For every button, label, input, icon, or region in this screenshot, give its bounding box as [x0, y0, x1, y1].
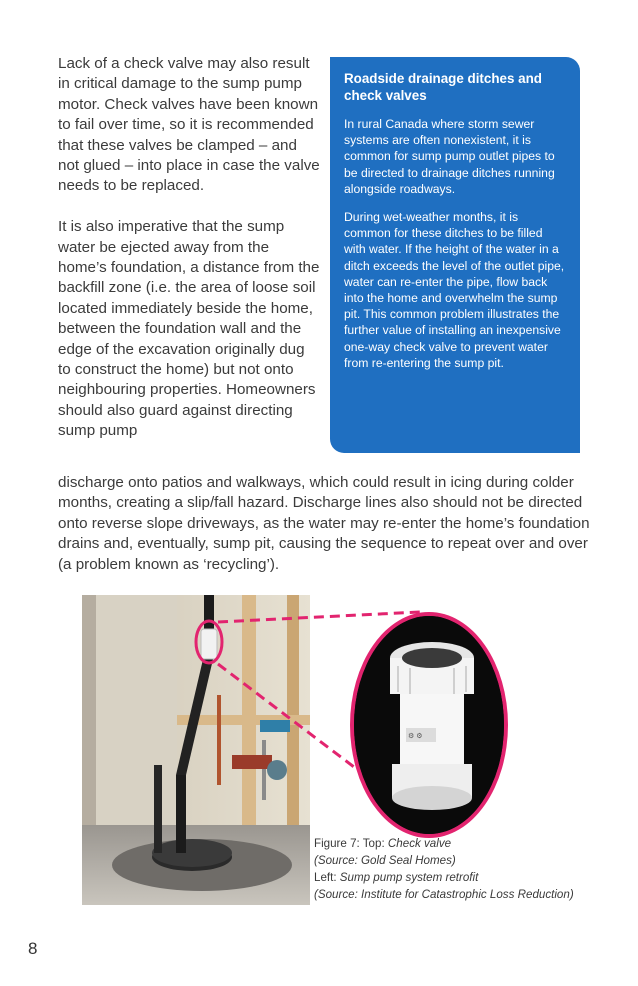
paragraph-sump-water-ejection: It is also imperative that the sump water be ejected away from the home’s foundation, a distance from the backfill zone (i.e. the area of loose soil located immediately beside the home, between the foundation wall and the edge of the excavation originally dug to construct the home) but not onto neighbouring properties. Homeowners should also guard against directing sump pump [58, 218, 320, 440]
check-valve-inset-photo [350, 612, 508, 838]
full-width-paragraph: discharge onto patios and walkways, which could result in icing during colder months, creating a slip/fall hazard. Discharge lines also should not be directed onto reverse slope driveways, as the water may re-enter the home’s foundation drains and, eventually, sump pit, causing the sequence to repeat over and over (a problem known as ‘recycling’). [58, 474, 590, 573]
svg-text:⚙ ⚙: ⚙ ⚙ [408, 733, 423, 740]
callout-paragraph-rural: In rural Canada where storm sewer systems are often nonexistent, it is common for sump pump outlet pipes to be directed to drainage ditches running alongside roadways. [344, 117, 555, 196]
caption-top-text: Check valve [387, 837, 452, 850]
caption-left-label: Left: [314, 871, 337, 884]
sump-pump-photo [82, 595, 310, 905]
caption-top-source: (Source: Gold Seal Homes) [314, 854, 456, 867]
sidebar-callout-box [330, 57, 580, 453]
callout-paragraph-wet-weather: During wet-weather months, it is common for these ditches to be filled with water. If the height of the water in a ditch exceeds the level of the outlet pipe, water can re-enter the pipe, flow back into the home and overwhelm the sump pit. This common problem illustrates the further value of installing an inexpensive one-way check valve to prevent water from re-entering the sump pit. [344, 210, 565, 370]
caption-left-source: (Source: Institute for Catastrophic Loss Reduction) [314, 888, 574, 901]
figure-caption [314, 835, 614, 903]
page-number: 8 [28, 939, 38, 958]
caption-left-source-line [314, 886, 614, 903]
sump-pump-illustration [82, 595, 310, 905]
caption-left-line [314, 869, 614, 886]
paragraph-check-valve-damage: Lack of a check valve may also result in critical damage to the sump pump motor. Check valves have been known to fail over time, so it is recommended that these valves be clamped – and not glued – into place in case the valve needs to be replaced. [58, 55, 320, 195]
left-column-text [58, 54, 320, 442]
check-valve-illustration [354, 616, 504, 834]
caption-top-label: Figure 7: Top: [314, 837, 385, 850]
caption-left-text: Sump pump system retrofit [339, 871, 479, 884]
caption-top-source-line [314, 852, 614, 869]
callout-title: Roadside drainage ditches and check valves [344, 71, 542, 103]
caption-top-line [314, 835, 614, 852]
